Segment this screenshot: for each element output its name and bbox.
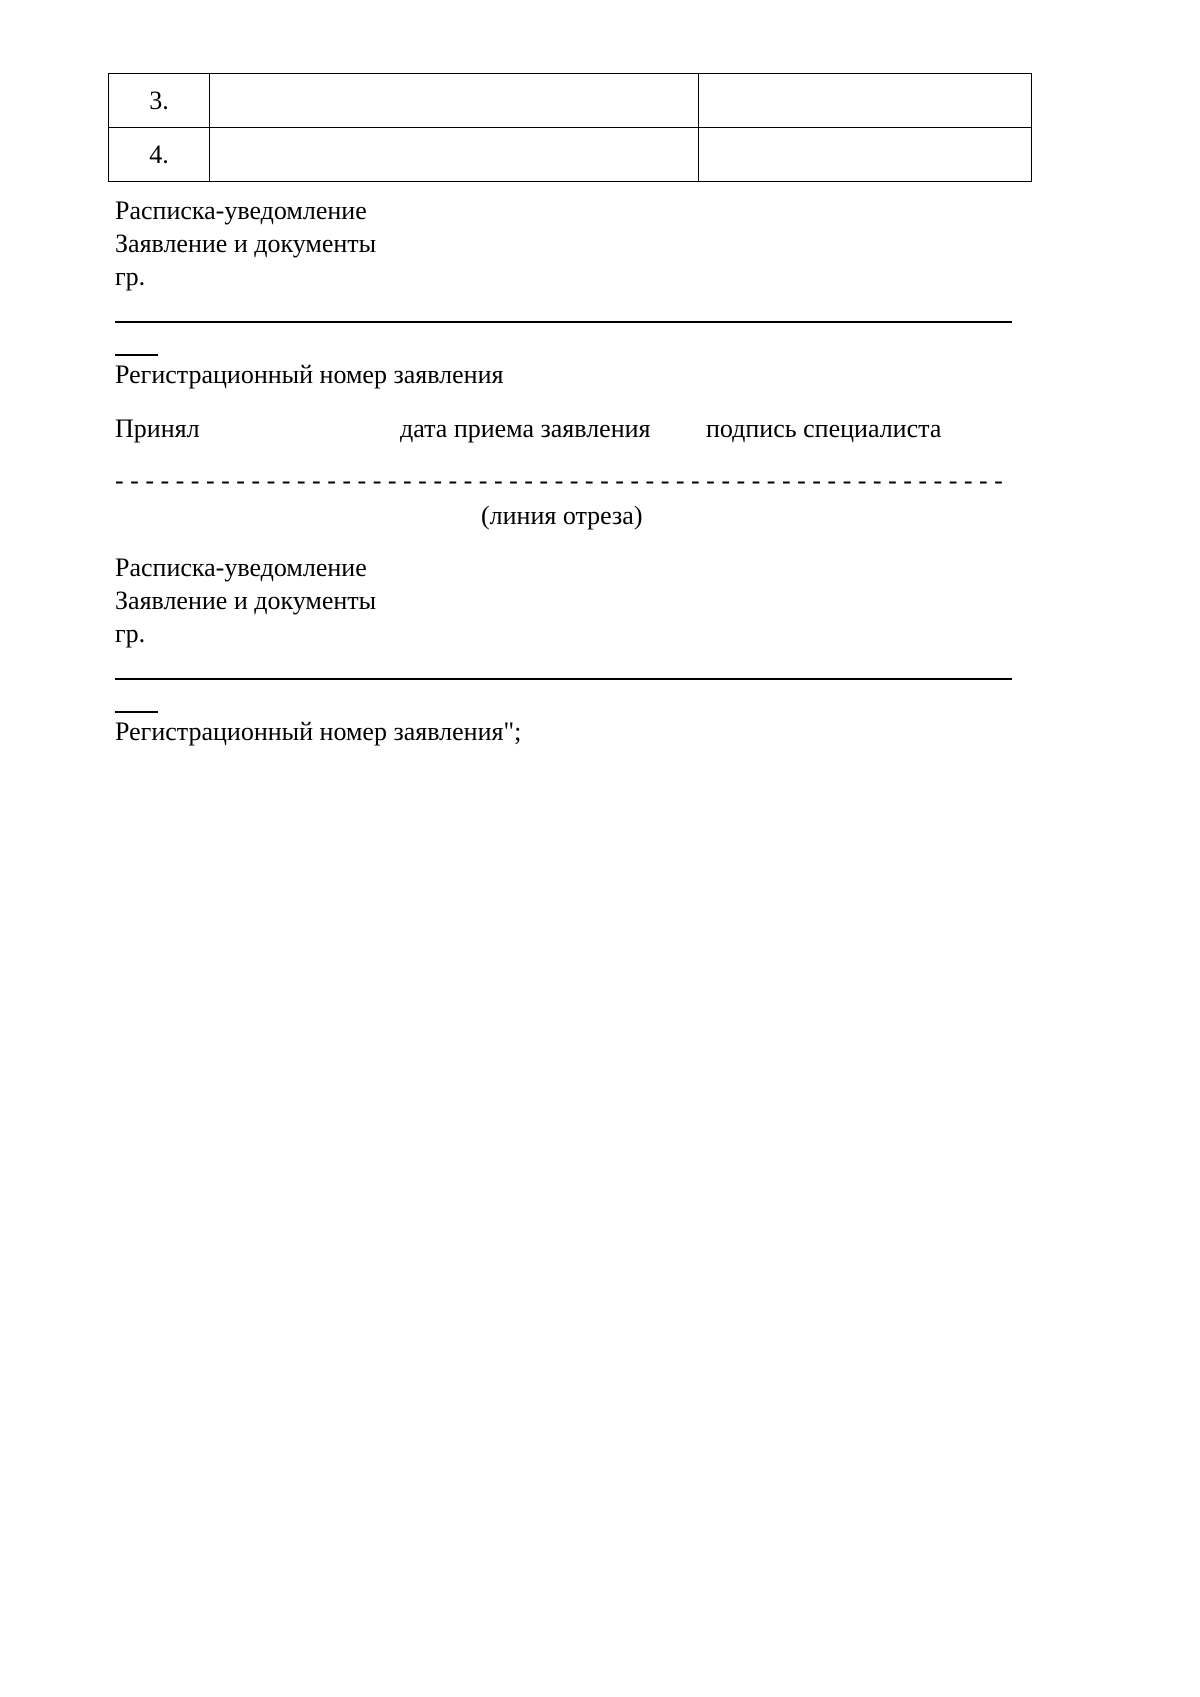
acceptance-date-label: дата приема заявления [400, 414, 651, 443]
fill-in-line [115, 678, 1012, 680]
specialist-signature-label: подпись специалиста [706, 414, 942, 443]
cut-line-dashes: - - - - - - - - - - - - - - - - - - - - - - - - - - - - - - - - - - - - - - - - - - - - - - - - - - - - - - - - - - - [115, 466, 1003, 495]
table-cell [210, 74, 699, 128]
table-cell [699, 128, 1032, 182]
fill-in-line-short [115, 711, 158, 713]
receipt-title: Расписка-уведомление [115, 553, 367, 582]
table-row [109, 74, 1032, 128]
documents-table [108, 73, 1032, 182]
fill-in-line [115, 321, 1012, 323]
receipt-title: Расписка-уведомление [115, 196, 367, 225]
registration-number-label: Регистрационный номер заявления [115, 360, 504, 389]
table-cell [210, 128, 699, 182]
cut-line-label: (линия отреза) [481, 501, 643, 530]
table-cell [699, 74, 1032, 128]
receipt-line-citizen: гр. [115, 619, 146, 648]
receipt-line-citizen: гр. [115, 262, 146, 291]
fill-in-line-short [115, 354, 158, 356]
table-cell-number: 4. [109, 128, 210, 182]
registration-number-label: Регистрационный номер заявления"; [115, 717, 522, 746]
receipt-line-documents: Заявление и документы [115, 586, 377, 615]
accepted-label: Принял [115, 414, 200, 443]
receipt-line-documents: Заявление и документы [115, 229, 377, 258]
table-cell-number: 3. [109, 74, 210, 128]
table-row [109, 128, 1032, 182]
